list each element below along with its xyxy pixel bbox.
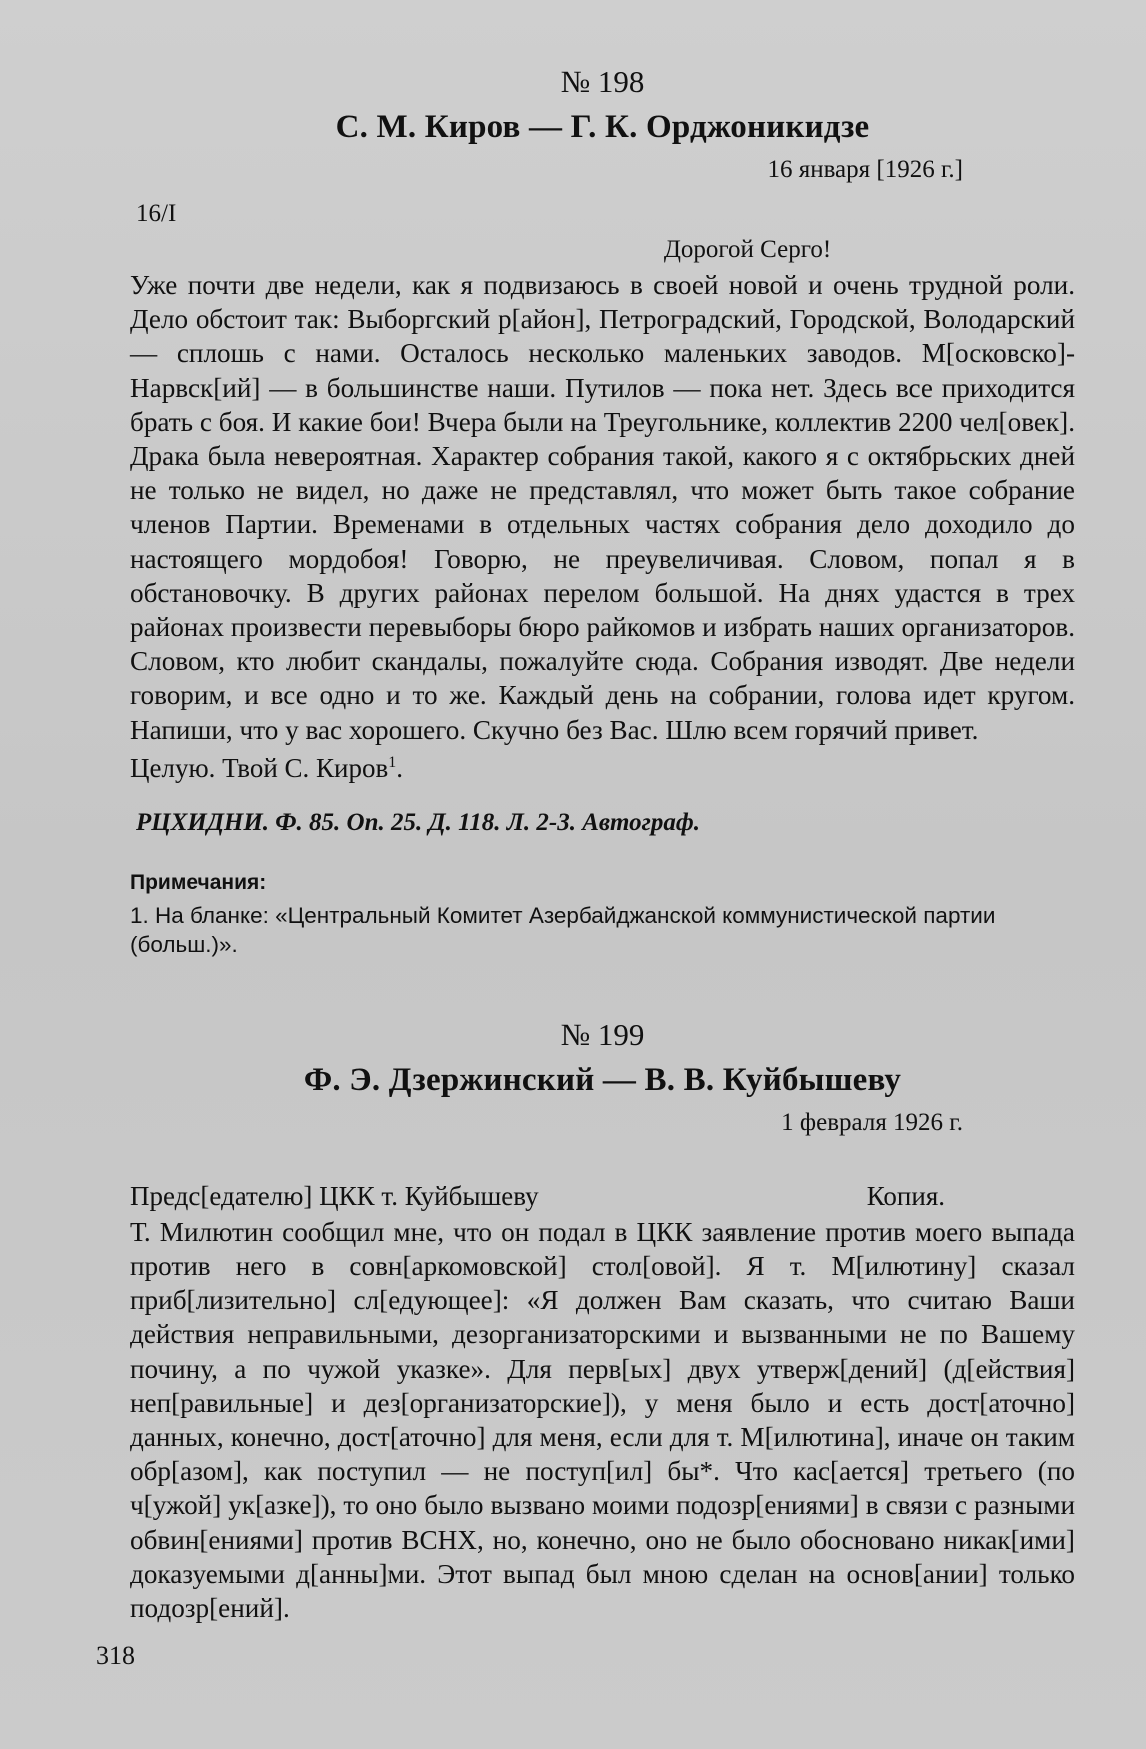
letter-body: Т. Милютин сообщил мне, что он подал в ЦКК заявление против моего выпада против него в совн[аркомовской] стол[овой]. Я т. М[илютину] сказал приб[лизительно] сл[едующее]: «Я должен Вам сказать, что считаю Ваши действия неправильными, дезорганизаторскими и вызванными не по Вашему почину, а по чужой указке». Для перв[ых] двух утверж[дений] (д[ействия] неп[равильные] и дез[организаторские]), у меня было и есть дост[аточно] данных, конечно, дост[аточно] для меня, если для т. М[илютина], иначе он таким обр[азом], как поступил — не поступ[ил] бы*. Что кас[ается] третьего (по ч[ужой] ук[азке]), то оно было вызвано моими подозр[ениями] в связи с разными обвин[ениями] против ВСНХ, но, конечно, оно не было обосновано никак[ими] доказуемыми д[анны]ми. Этот выпад был мною сделан на основ[ании] только подозр[ений]. — [130, 1216, 1075, 1624]
document-date: 1 февраля 1926 г. — [781, 1108, 963, 1136]
document-title: Ф. Э. Дзержинский — В. В. Куйбышеву — [303, 1061, 902, 1098]
salutation: Дорогой Серго! — [663, 236, 832, 263]
footnote-marker: 1 — [388, 753, 397, 771]
letter-body: Уже почти две недели, как я подвизаюсь в своей новой и очень трудной роли. Дело обстоит так: Выборгский р[айон], Петроградский, Городской, Володарский — сплошь с нами. Осталось несколько маленьких заводов. М[осковско]-Нарвск[ий] — в большинстве наши. Путилов — пока нет. Здесь все приходится брать с боя. И какие бои! Вчера были на Треугольнике, коллектив 2200 чел[овек]. Драка была невероятная. Характер собрания такой, какого я с октябрьских дней не только не видел, но даже не представлял, что может быть такое собрание членов Партии. Временами в отдельных частях собрания дело доходило до настоящего мордобоя! Говорю, не преувеличивая. Словом, попал я в обстановочку. В других районах перелом большой. На днях удастся в трех районах произвести перевыборы бюро райкомов и избрать наших организаторов. Словом, кто любит скандалы, пожалуйте сюда. Собрания изводят. Две недели говорим, и все одно и то же. Каждый день на собрании, голова идет кругом. Напиши, что у вас хорошего. Скучно без Вас. Шлю всем горячий привет. — [130, 270, 1075, 745]
notes-heading: Примечания: — [130, 870, 267, 894]
note-item: 1. На бланке: «Центральный Комитет Азербайджанской коммунистической партии (больш.)». — [130, 902, 996, 957]
addressee-line — [130, 1179, 1075, 1213]
page-number: 318 — [96, 1641, 135, 1670]
page-content — [130, 62, 1075, 1625]
signature-period: . — [396, 752, 404, 783]
document-number: № 198 — [560, 64, 645, 99]
document-199 — [130, 1015, 1075, 1625]
document-title: С. М. Киров — Г. К. Орджоникидзе — [335, 109, 870, 145]
document-198 — [130, 62, 1075, 959]
signature-line — [130, 751, 1075, 785]
signature-text: Целую. Твой С. Киров — [130, 752, 389, 783]
addressee: Предс[едателю] ЦКК т. Куйбышеву — [130, 1180, 539, 1211]
reference-mark: 16/I — [136, 200, 177, 227]
copy-mark: Копия. — [866, 1180, 945, 1211]
document-number: № 199 — [560, 1016, 645, 1052]
archive-reference: РЦХИДНИ. Ф. 85. Оп. 25. Д. 118. Л. 2-3. Автограф. — [136, 808, 701, 836]
document-date: 16 января [1926 г.] — [767, 156, 963, 183]
